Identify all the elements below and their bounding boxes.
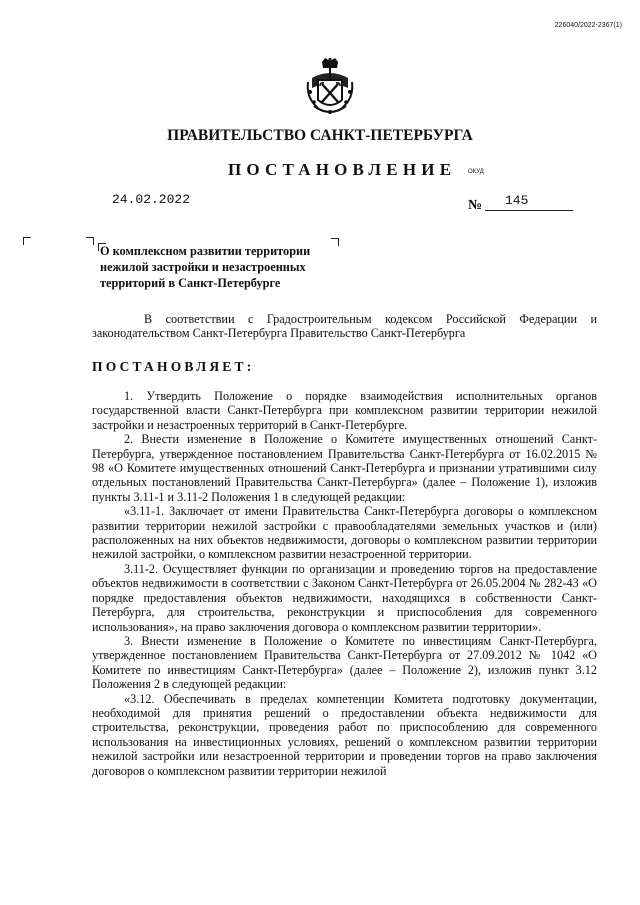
document-registration-number: 226040/2022-2367(1) bbox=[554, 22, 622, 29]
decree-word: ПОСТАНОВЛЯЕТ: bbox=[92, 359, 255, 374]
corner-mark-title-left bbox=[86, 237, 94, 245]
document-number: 145 bbox=[485, 193, 573, 211]
paragraph-3-item-3-12: «3.12. Обеспечивать в пределах компетенции Комитета подготовку документации, необходимой для принятия решений о предоставлении объекта недвижимости для строительства, реконструкции, проведения работ по приспособлению для современного использования на инвестиционных условиях, решений о комплексном развитии территории нежилой застройки или незастроенной территории и проведении торгов на право заключения договоров о комплексном развитии территории нежилой bbox=[92, 691, 597, 778]
document-type: ПОСТАНОВЛЕНИЕ bbox=[228, 160, 457, 179]
document-title: О комплексном развитии территории нежилой застройки и незастроенных территорий в Санкт-Петербурге bbox=[100, 244, 311, 290]
paragraph-2-item-3-11-2: 3.11-2. Осуществляет функции по организации и проведению торгов на предоставление объектов недвижимости в соответствии с Законом Санкт-Петербурга от 26.05.2004 № 282-43 «О порядке предоставления объектов недвижимости, находящихся в собственности Санкт-Петербурга, для строительства, реконструкции и приспособления для современного использования», на право заключения договора о комплексном развитии территории». bbox=[92, 561, 597, 634]
paragraph-2-item-3-11-1: «3.11-1. Заключает от имени Правительства Санкт-Петербурга договоры о комплексном развитии территории нежилой застройки с правообладателями земельных участков и (или) расположенных на них объектов недвижимости, договоры о комплексном развитии территории нежилой застройки, о комплексном развитии незастроенной территории. bbox=[92, 504, 597, 562]
number-label: № bbox=[468, 198, 483, 213]
decree-body bbox=[92, 389, 597, 778]
spb-coat-of-arms-icon bbox=[304, 58, 356, 116]
government-name: ПРАВИТЕЛЬСТВО САНКТ-ПЕТЕРБУРГА bbox=[167, 127, 473, 144]
paragraph-2: 2. Внести изменение в Положение о Комитете имущественных отношений Санкт-Петербурга, утвержденное постановлением Правительства Санкт-Петербурга от 16.02.2015 № 98 «О Комитете имущественных отношений Санкт-Петербурга и признании утратившими силу отдельных постановлений Правительства Санкт-Петербурга» (далее – Положение 1), изложив пункты 3.11-1 и 3.11-2 Положения 1 в следующей редакции: bbox=[92, 432, 597, 504]
preamble bbox=[92, 312, 597, 341]
okud-label: ОКУД bbox=[468, 169, 484, 175]
preamble-text: В соответствии с Градостроительным кодексом Российской Федерации и законодательством Санкт-Петербурга Правительство Санкт-Петербурга bbox=[92, 312, 597, 341]
corner-mark-left bbox=[23, 237, 31, 245]
paragraph-3: 3. Внести изменение в Положение о Комитете по инвестициям Санкт-Петербурга, утвержденное постановлением Правительства Санкт-Петербурга от 27.09.2012 № 1042 «О Комитете по инвестициям Санкт-Петербурга» (далее – Положение 2), изложив пункт 3.12 Положения 2 в следующей редакции: bbox=[92, 633, 597, 692]
document-date: 24.02.2022 bbox=[112, 192, 191, 207]
paragraph-1: 1. Утвердить Положение о порядке взаимодействия исполнительных органов государственной власти Санкт-Петербурга при комплексном развитии территории нежилой застройки и незастроенных территорий в Санкт-Петербурге. bbox=[92, 389, 597, 432]
